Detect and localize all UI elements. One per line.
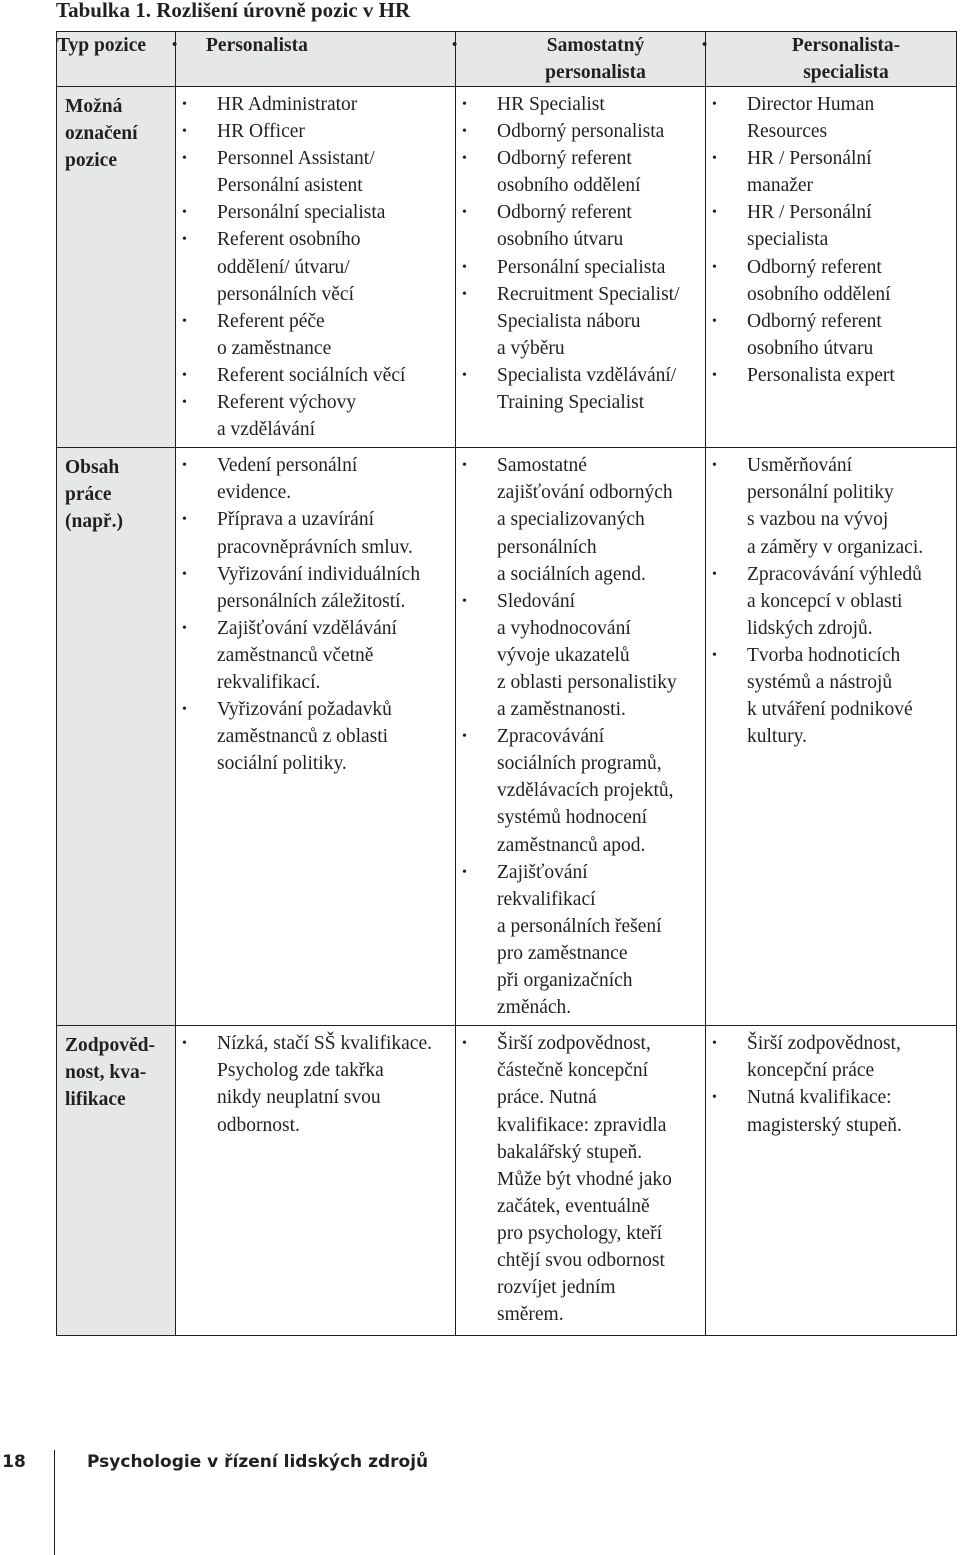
list-item <box>460 859 701 1022</box>
list-item <box>460 723 701 858</box>
list-item <box>460 254 701 281</box>
bullet-list <box>710 452 952 750</box>
table-cell <box>176 87 456 448</box>
table-row <box>57 87 957 448</box>
list-item <box>180 145 451 199</box>
header-label: Samostatný personalista <box>545 35 646 83</box>
list-item <box>710 642 952 750</box>
list-item-text: Vedení personální evidence. <box>217 455 358 504</box>
list-item-text: Odborný referent osobního útvaru <box>497 202 632 251</box>
bullet-icon: • <box>462 729 467 745</box>
list-item-text: Tvorba hodnoticích systémů a nástrojů k utváření podnikové kultury. <box>747 644 913 748</box>
list-item <box>180 696 451 777</box>
list-item <box>180 91 451 118</box>
header-type <box>57 32 176 87</box>
list-item <box>710 452 952 560</box>
table-cell <box>456 1026 706 1336</box>
bullet-icon: • <box>712 151 717 167</box>
list-item-text: Vyřizování individuálních personálních záležitostí. <box>217 563 421 612</box>
bullet-icon: • <box>462 151 467 167</box>
bullet-icon: • <box>462 205 467 221</box>
list-item-text: Samostatné zajišťování odborných a specializovaných personálních a sociálních agend. <box>497 455 673 585</box>
list-item-text: HR Specialist <box>497 94 605 115</box>
list-item <box>180 506 451 560</box>
bullet-list <box>460 452 701 1021</box>
hr-levels-table <box>56 31 957 1336</box>
list-item-text: Referent výchovy a vzdělávání <box>217 392 357 441</box>
list-item <box>460 118 701 145</box>
list-item-text: Zpracovávání sociálních programů, vzdělávacích projektů, systémů hodnocení zaměstnanců apod. <box>497 726 674 856</box>
list-item <box>710 308 952 362</box>
list-item-text: Personální specialista <box>217 202 386 224</box>
bullet-icon: • <box>462 286 467 302</box>
list-item-text: Personální specialista <box>497 256 666 278</box>
bullet-icon: • <box>182 205 187 221</box>
bullet-icon: • <box>182 1036 187 1052</box>
header-specialista <box>702 32 957 87</box>
list-item <box>180 561 451 615</box>
bullet-icon: • <box>462 124 467 140</box>
list-item <box>180 452 451 506</box>
table-cell <box>456 448 706 1026</box>
header-label: Typ pozice <box>57 35 147 56</box>
list-item-text: Příprava a uzavírání pracovněprávních smluv. <box>217 509 413 558</box>
table-cell <box>706 448 957 1026</box>
list-item-text: Odborný personalista <box>497 121 665 143</box>
list-item-text: Referent péče o zaměstnance <box>217 310 332 359</box>
bullet-icon: • <box>712 313 717 329</box>
header-personalista <box>172 32 456 87</box>
list-item <box>460 145 701 199</box>
bullet-icon: • <box>712 1090 717 1106</box>
table-caption: Tabulka 1. Rozlišení úrovně pozic v HR <box>56 0 411 22</box>
bullet-icon: • <box>712 367 717 383</box>
bullet-icon: • <box>452 37 458 53</box>
bullet-list <box>460 1030 701 1328</box>
list-item-text: Nutná kvalifikace: magisterský stupeň. <box>747 1087 902 1136</box>
bullet-icon: • <box>182 151 187 167</box>
list-item-text: Zajišťování vzdělávání zaměstnanců včetně rekvalifikací. <box>217 617 397 693</box>
bullet-icon: • <box>462 259 467 275</box>
list-item <box>710 561 952 642</box>
list-item <box>180 226 451 307</box>
table-cell <box>176 448 456 1026</box>
list-item <box>180 199 451 226</box>
row-label: Obsah práce (např.) <box>57 448 176 1026</box>
list-item <box>180 615 451 696</box>
bullet-icon: • <box>712 647 717 663</box>
bullet-icon: • <box>182 702 187 718</box>
row-label: Možná označení pozice <box>57 87 176 448</box>
list-item-text: Širší zodpovědnost, částečně koncepční práce. Nutná kvalifikace: zpravidla bakalářský stupeň. Může být vhodné jako začátek, eventuálně pro psychology, kteří chtějí svou odbornost rozvíjet jedním směrem. <box>497 1033 672 1326</box>
list-item <box>710 254 952 308</box>
header-samostatny <box>452 32 706 87</box>
header-label: Personalista <box>206 35 308 56</box>
bullet-list <box>180 91 451 443</box>
list-item <box>180 362 451 389</box>
bullet-icon: • <box>462 97 467 112</box>
header-row <box>57 32 957 87</box>
bullet-icon: • <box>462 1036 467 1052</box>
bullet-icon: • <box>712 97 717 112</box>
bullet-icon: • <box>182 124 187 140</box>
bullet-list <box>710 1030 952 1138</box>
bullet-icon: • <box>712 458 717 474</box>
list-item <box>710 145 952 199</box>
list-item <box>710 199 952 253</box>
list-item <box>710 362 952 389</box>
page-number: 18 <box>2 1452 26 1472</box>
table-cell <box>706 87 957 448</box>
list-item-text: Vyřizování požadavků zaměstnanců z oblasti sociální politiky. <box>217 699 392 775</box>
list-item <box>180 118 451 145</box>
list-item-text: Recruitment Specialist/ Specialista náboru a výběru <box>497 283 680 359</box>
list-item-text: HR / Personální manažer <box>747 148 872 197</box>
list-item <box>460 1030 701 1328</box>
list-item <box>460 91 701 118</box>
table-row <box>57 448 957 1026</box>
list-item-text: Personnel Assistant/ Personální asistent <box>217 148 375 197</box>
list-item <box>180 1030 451 1138</box>
list-item-text: Referent sociálních věcí <box>217 364 406 386</box>
list-item-text: Sledování a vyhodnocování vývoje ukazatelů z oblasti personalistiky a zaměstnanosti. <box>497 590 677 721</box>
list-item-text: Zpracovávání výhledů a koncepcí v oblasti lidských zdrojů. <box>747 563 922 639</box>
bullet-icon: • <box>712 259 717 275</box>
bullet-icon: • <box>462 593 467 609</box>
running-title: Psychologie v řízení lidských zdrojů <box>87 1452 429 1472</box>
list-item-text: Širší zodpovědnost, koncepční práce <box>747 1033 901 1082</box>
list-item-text: Odborný referent osobního oddělení <box>747 256 891 305</box>
list-item <box>180 389 451 443</box>
bullet-icon: • <box>462 864 467 880</box>
bullet-icon: • <box>172 37 178 53</box>
bullet-list <box>180 1030 451 1138</box>
list-item <box>460 281 701 362</box>
bullet-list <box>180 452 451 777</box>
list-item <box>710 91 952 145</box>
list-item <box>460 362 701 416</box>
bullet-icon: • <box>462 367 467 383</box>
bullet-icon: • <box>182 395 187 411</box>
list-item <box>460 588 701 723</box>
list-item <box>460 199 701 253</box>
list-item-text: Referent osobního oddělení/ útvaru/ personálních věcí <box>217 229 361 305</box>
bullet-icon: • <box>182 512 187 528</box>
list-item-text: Usměrňování personální politiky s vazbou na vývoj a záměry v organizaci. <box>747 455 924 558</box>
row-label: Zodpověd- nost, kva- lifikace <box>57 1026 176 1336</box>
list-item <box>710 1030 952 1084</box>
list-item-text: Specialista vzdělávání/ Training Specialist <box>497 364 677 414</box>
list-item-text: Personalista expert <box>747 364 895 386</box>
list-item <box>710 1084 952 1138</box>
list-item <box>180 308 451 362</box>
bullet-icon: • <box>712 1036 717 1052</box>
list-item-text: Nízká, stačí SŠ kvalifikace. Psycholog zde takřka nikdy neuplatní svou odbornost. <box>217 1033 432 1136</box>
bullet-icon: • <box>182 232 187 248</box>
bullet-icon: • <box>182 313 187 329</box>
bullet-icon: • <box>182 97 187 112</box>
table-cell <box>706 1026 957 1336</box>
bullet-icon: • <box>182 620 187 636</box>
list-item-text: Zajišťování rekvalifikací a personálních řešení pro zaměstnance při organizačních změnách. <box>497 861 662 1019</box>
table-cell <box>176 1026 456 1336</box>
bullet-icon: • <box>702 37 708 53</box>
table-cell <box>456 87 706 448</box>
list-item-text: Odborný referent osobního útvaru <box>747 310 882 359</box>
bullet-icon: • <box>462 458 467 474</box>
list-item <box>460 452 701 587</box>
footer-divider <box>54 1450 55 1555</box>
bullet-icon: • <box>712 205 717 221</box>
bullet-list <box>460 91 701 416</box>
bullet-list <box>710 91 952 389</box>
list-item-text: HR / Personální specialista <box>747 202 872 251</box>
list-item-text: HR Administrator <box>217 94 358 115</box>
bullet-icon: • <box>182 566 187 582</box>
list-item-text: Odborný referent osobního oddělení <box>497 148 641 197</box>
bullet-icon: • <box>712 566 717 582</box>
bullet-icon: • <box>182 367 187 383</box>
bullet-icon: • <box>182 458 187 474</box>
list-item-text: HR Officer <box>217 121 305 143</box>
table-row <box>57 1026 957 1336</box>
header-label: Personalista- specialista <box>791 35 901 83</box>
list-item-text: Director Human Resources <box>747 94 875 143</box>
